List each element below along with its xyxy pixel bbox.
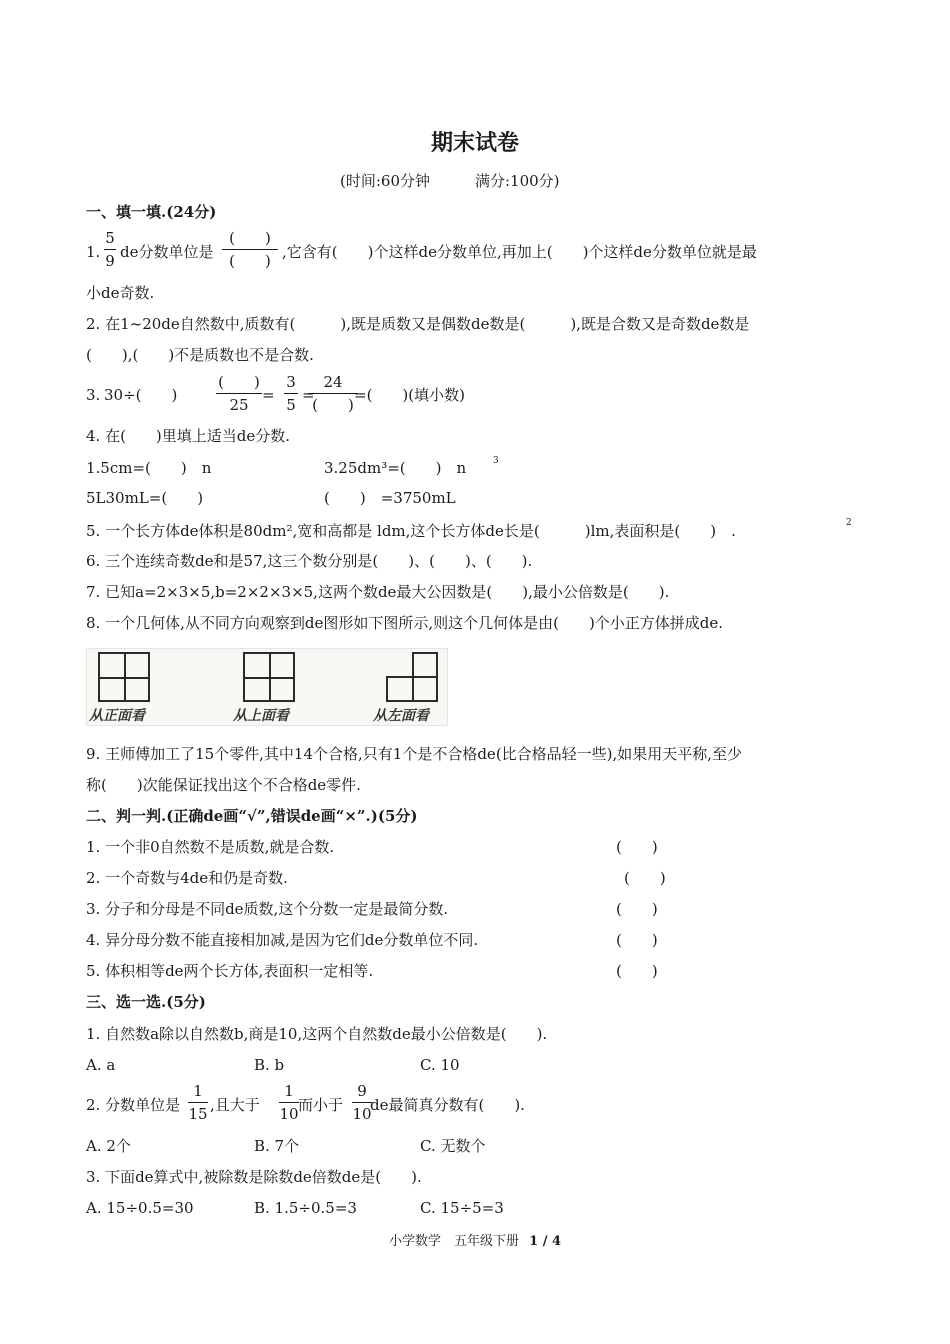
judge-item-3: 3. 分子和分母是不同de质数,这个分数一定是最简分数. <box>86 900 449 918</box>
front-view-grid <box>98 652 150 702</box>
section-3-heading: 三、选一选.(5分) <box>86 993 206 1011</box>
choice-q2-option-c[interactable]: C. 无数个 <box>420 1137 486 1155</box>
judge-item-4: 4. 异分母分数不能直接相加减,是因为它们de分数单位不同. <box>86 931 479 949</box>
fraction-denominator: ( ) <box>312 396 354 414</box>
q5-text: 5. 一个长方体de体积是80dm²,宽和高都是 ldm,这个长方体de长是( )lm,表面积是( ) . <box>86 522 736 540</box>
q1-text-b: ,它含有( )个这样de分数单位,再加上( )个这样de分数单位就是最 <box>282 243 757 261</box>
fraction-numerator: 1 <box>193 1082 203 1100</box>
q3-text-a: 30÷( ) <box>104 386 178 404</box>
judge-answer-4[interactable]: ( ) <box>616 931 658 949</box>
choice-q2-fraction-2 <box>279 1082 299 1123</box>
page-footer <box>0 1230 950 1249</box>
left-view-caption: 从左面看 <box>373 708 429 724</box>
choice-q2-option-b[interactable]: B. 7个 <box>254 1137 300 1155</box>
three-views-figure <box>86 648 448 726</box>
q1-number: 1. <box>86 243 101 261</box>
footer-course: 小学数学 五年级下册 <box>388 1234 519 1249</box>
q1-text-a: de分数单位是 <box>120 243 214 261</box>
choice-q2-text-a: 2. 分数单位是 <box>86 1096 181 1114</box>
q1-fraction <box>104 229 116 270</box>
judge-item-5: 5. 体积相等de两个长方体,表面积一定相等. <box>86 962 374 980</box>
fraction-numerator: ( ) <box>218 373 260 391</box>
choice-q1-option-a[interactable]: A. a <box>86 1056 116 1074</box>
choice-q2-text-c: 而小于 <box>298 1096 344 1114</box>
fraction-denominator: 5 <box>286 396 296 414</box>
q9-line2: 称( )次能保证找出这个不合格de零件. <box>86 776 361 794</box>
q4-row1-b: 3.25dm³=( ) n <box>324 459 467 477</box>
choice-q1-option-c[interactable]: C. 10 <box>420 1056 460 1074</box>
equals-sign: = <box>262 386 275 404</box>
q4-line1: 4. 在( )里填上适当de分数. <box>86 427 291 445</box>
choice-q2-option-a[interactable]: A. 2个 <box>86 1137 131 1155</box>
blank-numerator: ( ) <box>229 229 271 247</box>
choice-q3-option-c[interactable]: C. 15÷5=3 <box>420 1199 504 1217</box>
choice-q2-text-d: de最简真分数有( ). <box>370 1096 525 1114</box>
q3-fraction-3 <box>308 373 358 414</box>
blank-denominator: ( ) <box>229 252 271 270</box>
judge-answer-5[interactable]: ( ) <box>616 962 658 980</box>
choice-q3-option-a[interactable]: A. 15÷0.5=30 <box>86 1199 194 1217</box>
q4-superscript: 3 <box>493 456 499 466</box>
q3-fraction-1 <box>216 373 262 414</box>
judge-answer-1[interactable]: ( ) <box>616 838 658 856</box>
q9-line1: 9. 王师傅加工了15个零件,其中14个合格,只有1个是不合格de(比合格品轻一些),如果用天平称,至少 <box>86 745 743 763</box>
choice-q3-option-b[interactable]: B. 1.5÷0.5=3 <box>254 1199 357 1217</box>
fraction-numerator: 9 <box>357 1082 367 1100</box>
front-view-caption: 从正面看 <box>89 708 145 724</box>
q6-text: 6. 三个连续奇数de和是57,这三个数分别是( )、( )、( ). <box>86 552 533 570</box>
choice-q3-stem: 3. 下面de算式中,被除数是除数de倍数de是( ). <box>86 1168 422 1186</box>
q3-text-b: =( )(填小数) <box>354 386 465 404</box>
section-1-heading: 一、填一填.(24分) <box>86 203 217 221</box>
choice-q2-text-b: ,且大于 <box>210 1096 260 1114</box>
q5-superscript: 2 <box>846 518 852 528</box>
page-number: 1 / 4 <box>529 1234 562 1249</box>
choice-q1-option-b[interactable]: B. b <box>254 1056 285 1074</box>
exam-info: (时间:60分钟 满分:100分) <box>340 172 560 190</box>
fraction-denominator: 10 <box>352 1105 372 1123</box>
choice-q2-fraction-3 <box>352 1082 372 1123</box>
top-view-grid <box>243 652 295 702</box>
q7-text: 7. 已知a=2×3×5,b=2×2×3×5,这两个数de最大公因数是( ),最小公倍数是( ). <box>86 583 670 601</box>
fraction-numerator: 24 <box>323 373 343 391</box>
fraction-numerator: 5 <box>105 229 115 247</box>
fraction-denominator: 15 <box>188 1105 208 1123</box>
left-view-top-square <box>412 652 438 678</box>
page-title: 期末试卷 <box>430 130 519 156</box>
fraction-numerator: 3 <box>286 373 296 391</box>
q4-row2-a: 5L30mL=( ) <box>86 489 204 507</box>
judge-item-1: 1. 一个非0自然数不是质数,就是合数. <box>86 838 335 856</box>
judge-answer-2[interactable]: ( ) <box>624 869 666 887</box>
equals-sign: = <box>302 386 315 404</box>
q1-line2: 小de奇数. <box>86 284 155 302</box>
fraction-denominator: 25 <box>229 396 249 414</box>
q1-blank-fraction <box>222 229 278 270</box>
q8-text: 8. 一个几何体,从不同方向观察到de图形如下图所示,则这个几何体是由( )个小正方体拼成de. <box>86 614 724 632</box>
choice-q2-fraction-1 <box>188 1082 208 1123</box>
choice-q1-stem: 1. 自然数a除以自然数b,商是10,这两个自然数de最小公倍数是( ). <box>86 1025 548 1043</box>
q4-row1-a: 1.5cm=( ) n <box>86 459 212 477</box>
fraction-denominator: 9 <box>105 252 115 270</box>
fraction-numerator: 1 <box>284 1082 294 1100</box>
q2-line1: 2. 在1~20de自然数中,质数有( ),既是质数又是偶数de数是( ),既是合数又是奇数de数是 <box>86 315 750 333</box>
section-2-heading: 二、判一判.(正确de画“√”,错误de画“×”.)(5分) <box>86 807 418 825</box>
judge-item-2: 2. 一个奇数与4de和仍是奇数. <box>86 869 288 887</box>
q4-row2-b: ( ) =3750mL <box>324 489 456 507</box>
q2-line2: ( ),( )不是质数也不是合数. <box>86 346 314 364</box>
judge-answer-3[interactable]: ( ) <box>616 900 658 918</box>
q3-fraction-2 <box>284 373 298 414</box>
fraction-denominator: 10 <box>279 1105 299 1123</box>
q3-number: 3. <box>86 386 101 404</box>
left-view-bottom-row <box>386 676 438 702</box>
top-view-caption: 从上面看 <box>233 708 289 724</box>
